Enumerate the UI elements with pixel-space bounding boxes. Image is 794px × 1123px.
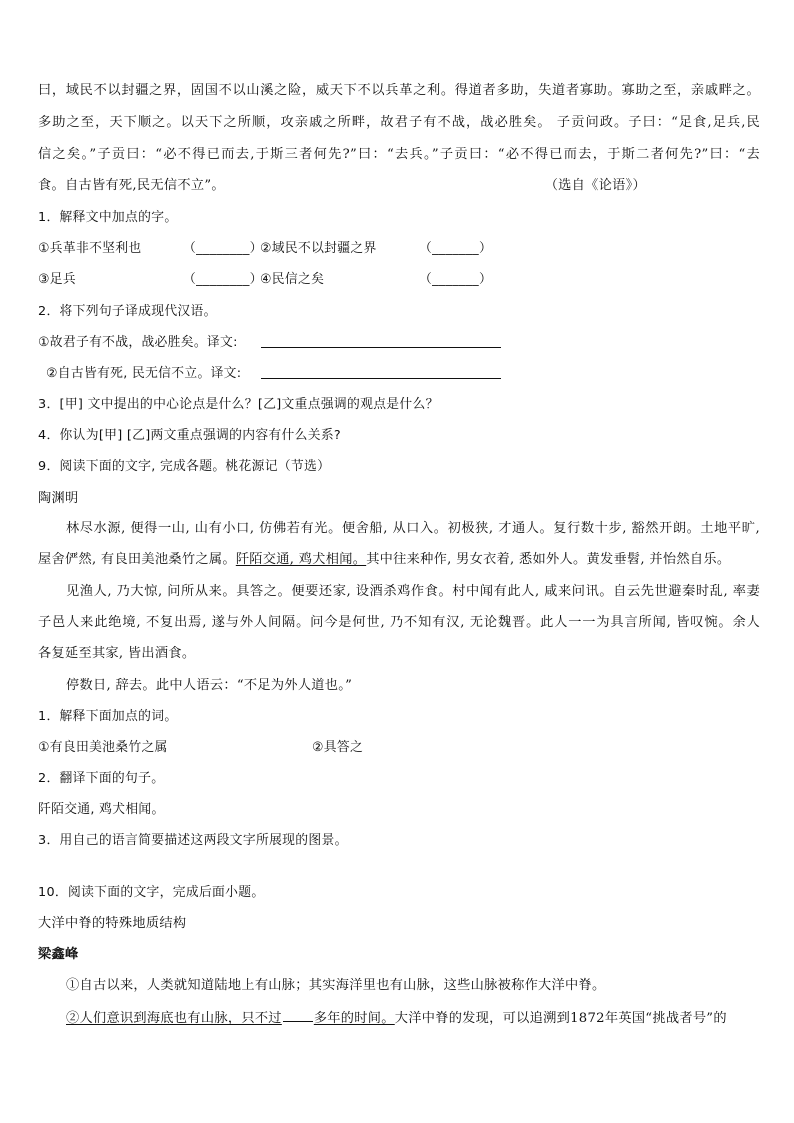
q2-item-a: ①故君子有不战，战必胜矣。译文: — [38, 335, 238, 350]
q10-p2-line-1 — [66, 1008, 760, 1028]
q10-author: 梁鑫峰 — [38, 947, 79, 962]
q9-p2-line-2: 子邑人来此绝境, 不复出焉, 遂与外人间隔。问今是何世, 乃不知有汉, 无论魏晋。此人一一为具言所闻, 皆叹惋。余人 — [38, 615, 760, 630]
q1-item-c: ③足兵 — [38, 272, 76, 287]
q1-item-a: ①兵革非不坚利也 — [38, 241, 142, 256]
q1-item-b-answer[interactable]: （_______） — [419, 241, 493, 256]
q10-p2-underlined-a: ②人们意识到海底也有山脉，只不过 — [66, 1011, 282, 1026]
q9-q1-prompt: 1．解释下面加点的词。 — [38, 709, 178, 724]
q10-p2-fill-blank[interactable] — [283, 1008, 313, 1022]
q9-q3-prompt: 3．用自己的语言简要描述这两段文字所展现的图景。 — [38, 833, 348, 848]
q4-prompt: 4．你认为[甲] [乙]两文重点强调的内容有什么关系? — [38, 428, 342, 443]
q10-article-title: 大洋中脊的特殊地质结构 — [38, 916, 187, 931]
q9-heading: 9．阅读下面的文字, 完成各题。桃花源记（节选） — [38, 459, 331, 474]
q1-prompt: 1．解释文中加点的字。 — [38, 210, 178, 225]
passage1-line-4 — [38, 177, 760, 195]
q9-p1-underlined-sentence: 阡陌交通, 鸡犬相闻。 — [235, 552, 367, 567]
q9-p1-line-1: 林尽水源, 便得一山, 山有小口, 仿佛若有光。便舍船, 从口入。初极狭, 才通人。复行数十步, 豁然开朗。土地平旷, — [66, 521, 760, 536]
q9-p1-line-2-a: 屋舍俨然, 有良田美池桑竹之属。 — [38, 552, 236, 567]
q10-p2-underlined-b: 多年的时间。 — [313, 1011, 395, 1026]
passage1-source: （选自《论语》） — [544, 178, 646, 193]
q1-row-1 — [38, 240, 760, 258]
q9-q2-sentence: 阡陌交通, 鸡犬相闻。 — [38, 802, 165, 817]
q1-item-d: ④民信之矣 — [260, 272, 325, 287]
q1-item-c-answer[interactable]: （________） — [183, 272, 263, 287]
q1-item-d-answer[interactable]: （_______） — [419, 272, 493, 287]
q3-prompt: 3．[甲] 文中提出的中心论点是什么？[乙]文重点强调的观点是什么？ — [38, 397, 439, 412]
passage1-line-1: 曰，域民不以封疆之界，固国不以山溪之险，威天下不以兵革之利。得道者多助，失道者寡助。寡助之至，亲戚畔之。 — [38, 83, 760, 98]
q9-q1-item-b: ②具答之 — [312, 740, 364, 755]
passage1-line-4-text: 食。自古皆有死,民无信不立”。 — [38, 178, 225, 193]
q1-item-a-answer[interactable]: （________） — [183, 241, 263, 256]
q9-p1-line-2 — [38, 551, 760, 569]
q10-p2-rest: 大洋中脊的发现，可以追溯到1872年英国“挑战者号”的 — [394, 1011, 727, 1026]
q1-item-b: ②域民不以封疆之界 — [260, 241, 377, 256]
q9-q2-prompt: 2．翻译下面的句子。 — [38, 771, 165, 786]
q10-p1: ①自古以来，人类就知道陆地上有山脉；其实海洋里也有山脉，这些山脉被称作大洋中脊。 — [66, 978, 606, 993]
q1-row-2 — [38, 271, 760, 289]
q9-q1-row — [38, 739, 760, 757]
q9-p3: 停数日, 辞去。此中人语云：“不足为外人道也。” — [66, 678, 353, 693]
passage1-line-2: 多助之至，天下顺之。以天下之所顺，攻亲戚之所畔，故君子有不战，战必胜矣。 子贡问政。子曰：“足食,足兵,民 — [38, 115, 760, 130]
q2-item-b: ②自古皆有死, 民无信不立。译文: — [46, 366, 242, 381]
q2-item-a-answer-line[interactable] — [261, 334, 501, 348]
q2-row-a — [38, 334, 760, 352]
q9-p1-line-2-b: 其中往来种作, 男女衣着, 悉如外人。黄发垂髫, 并怡然自乐。 — [366, 552, 731, 567]
q9-p2-line-1: 见渔人, 乃大惊, 问所从来。具答之。便要还家, 设酒杀鸡作食。村中闻有此人, 咸来问讯。自云先世避秦时乱, 率妻 — [66, 584, 760, 599]
q9-q1-item-a: ①有良田美池桑竹之属 — [38, 740, 168, 755]
q2-item-b-answer-line[interactable] — [261, 365, 501, 379]
q10-heading: 10．阅读下面的文字，完成后面小题。 — [38, 885, 265, 900]
q2-prompt: 2．将下列句子译成现代汉语。 — [38, 304, 217, 319]
q2-row-b — [46, 365, 768, 383]
q9-p2-line-3: 各复延至其家, 皆出酒食。 — [38, 646, 196, 661]
q9-author: 陶渊明 — [38, 491, 79, 506]
passage1-line-3: 信之矣。”子贡曰：“必不得已而去,于斯三者何先?”曰：“去兵。”子贡曰：“必不得已而去，于斯二者何先?”曰：“去 — [38, 147, 760, 162]
